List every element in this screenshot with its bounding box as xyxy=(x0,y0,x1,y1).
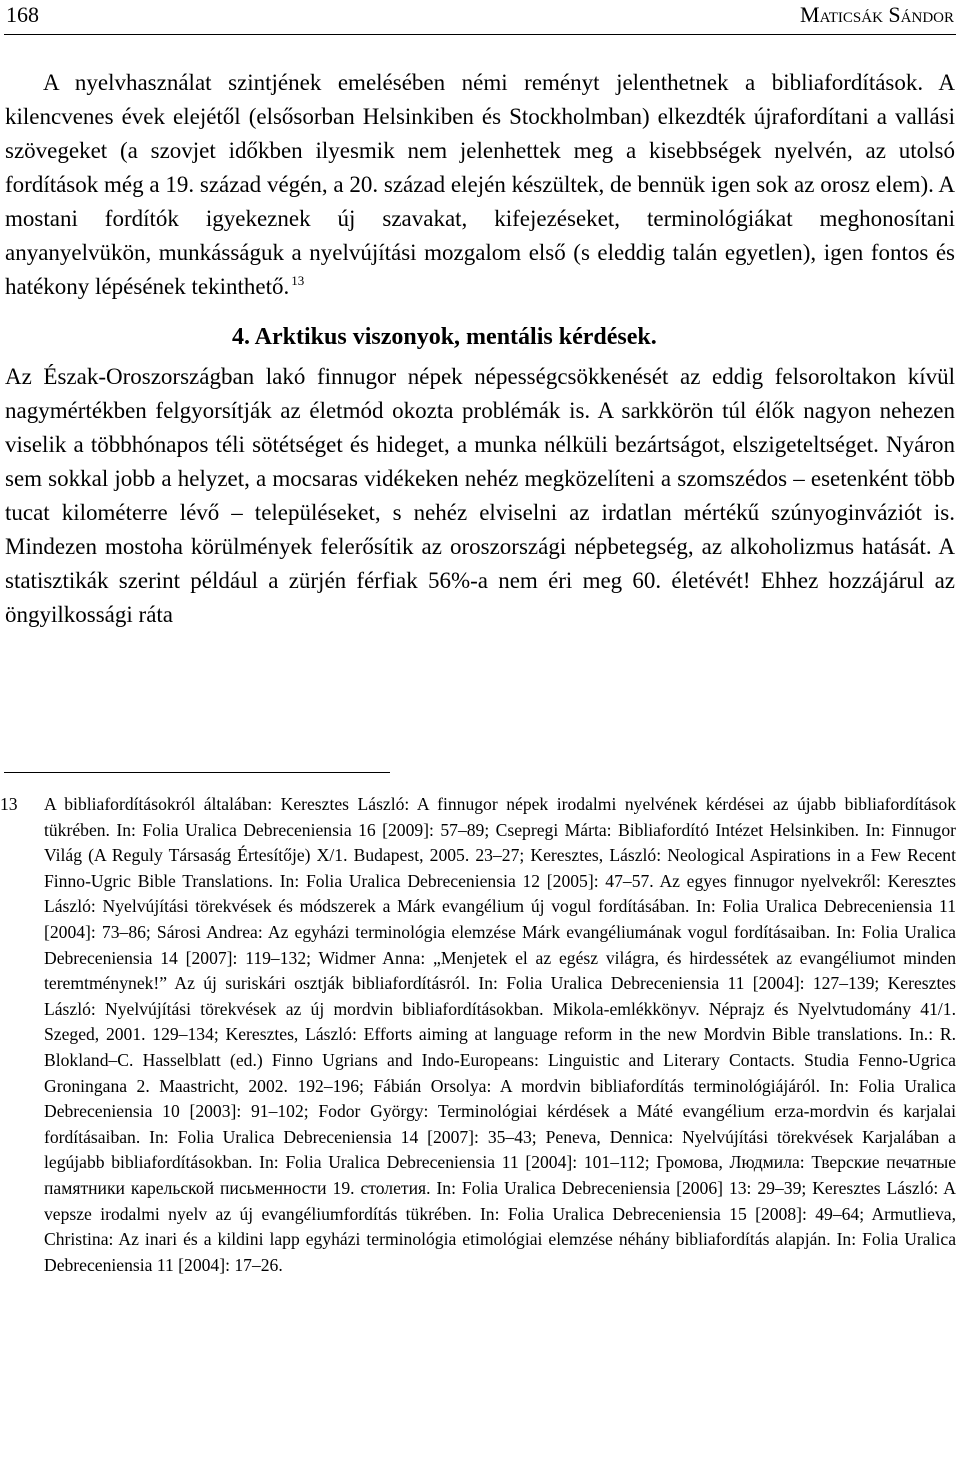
page-number: 168 xyxy=(6,2,39,27)
header-rule xyxy=(4,34,956,35)
footnote xyxy=(0,792,956,1278)
paragraph xyxy=(5,66,955,304)
page-header xyxy=(6,2,954,32)
footnote-text: A bibliafordításokról általában: Keresztes László: A finnugor népek irodalmi nyelvének kérdései az újabb bibliafordítások tükrében. In: Folia Uralica Debreceniensia 16 [2009]: 57–89; Csepregi Márta: Bibliafordító Intézet Helsinkiben. In: Finnugor Világ (A Reguly Társaság Értesítője) X/1. Budapest, 2005. 23–27; Keresztes, László: Neological Aspirations in a Few Recent Finno-Ugric Bible Translations. In: Folia Uralica Debreceniensia 12 [2005]: 47–57. Az egyes finnugor nyelvekről: Keresztes László: Nyelvújítási törekvések és módszerek a Márk evangélium új vogul fordításában. In: Folia Uralica Debreceniensia 11 [2004]: 73–86; Sárosi Andrea: Az egyházi terminológia elemzése Márk evangéliumának vogul fordításaiban. In: Folia Uralica Debreceniensia 14 [2007]: 119–132; Widmer Anna: „Menjetek el az egész világra, és hirdessétek az evangéliumot minden teremtménynek!” Az új suriskári osztják bibliafordításról. In: Folia Uralica Debreceniensia 11 [2004]: 127–139; Keresztes László: Nyelvújítási törekvések az új mordvin bibliafordításokban. Mikola-emlékkönyv. Néprajz és Nyelvtudomány 41/1. Szeged, 2001. 129–134; Keresztes, László: Efforts aiming at language reform in the new Mordvin Bible translations. In.: R. Blokland–C. Hasselblatt (ed.) Finno Ugrians and Indo-Europeans: Linguistic and Literary Contacts. Studia Fenno-Ugrica Groningana 2. Maastricht, 2002. 192–196; Fábián Orsolya: A mordvin bibliafordítás terminológiájáról. In: Folia Uralica Debreceniensia 10 [2003]: 91–102; Fodor György: Terminológiai kérdések a Máté evangélium erza-mordvin és karjalai fordításaiban. In: Folia Uralica Debreceniensia 14 [2007]: 35–43; Peneva, Dennica: Nyelvújítási törekvések Karjalában a legújabb bibliafordításokban. In: Folia Uralica Debreceniensia 11 [2004]: 101–112; Громова, Людмила: Тверские печатные памятники карельской письменности 19. столетия. In: Folia Uralica Debreceniensia [2006] 13: 29–39; Keresztes László: A vepsze irodalmi nyelv az új evangéliumfordítás tükrében. In: Folia Uralica Debreceniensia 15 [2008]: 49–64; Armutlieva, Christina: Az inari és a kildini lapp egyházi terminológia etimológiai elemzése néhány bibliafordítás alapján. In: Folia Uralica Debreceniensia 11 [2004]: 17–26. xyxy=(44,794,956,1275)
footnote-number: 13 xyxy=(0,794,18,814)
running-head-author: Maticsák Sándor xyxy=(800,2,954,27)
footnote-reference: 13 xyxy=(291,273,305,288)
main-text xyxy=(5,66,955,632)
section-heading: 4. Arktikus viszonyok, mentális kérdések. xyxy=(232,324,657,350)
footnote-rule xyxy=(4,772,390,773)
paragraph-text: A nyelvhasználat szintjének emelésében némi reményt jelenthetnek a bibliafordítások. A kilencvenes évek elejétől (elsősorban Helsinkiben és Stockholmban) elkezdték újrafordítani a vallási szövegeket (a szovjet időkben ilyesmik nem jelenhettek meg a kisebbségek nyelvén, az utolsó fordítások még a 19. század végén, a 20. század elején készültek, de bennük igen sok az orosz elem). A mostani fordítók igyekeznek új szavakat, kifejezéseket, terminológiákat meghonosítani anyanyelvükön, munkásságuk a nyelvújítási mozgalom első (s eleddig talán egyetlen), igen fontos és hatékony lépésének tekinthető. xyxy=(5,70,955,299)
paragraph: Az Észak-Oroszországban lakó finnugor népek népességcsökkenését az eddig felsoroltakon kívül nagymértékben felgyorsítják az életmód okozta problémák is. A sarkkörön túl élők nagyon nehezen viselik a többhónapos téli sötétséget és hideget, a munka nélküli bezártságot, elszigeteltséget. Nyáron sem sokkal jobb a helyzet, a mocsaras vidékeken nehéz megközelíteni a szomszédos – esetenként több tucat kilométerre lévő – településeket, s nehéz elviselni az irdatlan mértékű szúnyoginváziót is. Mindezen mostoha körülmények felerősítik az oroszországi népbetegség, az alkoholizmus hatását. A statisztikák szerint például a zürjén férfiak 56%-a nem éri meg 60. életévét! Ehhez hozzájárul az öngyilkossági ráta xyxy=(5,364,955,627)
